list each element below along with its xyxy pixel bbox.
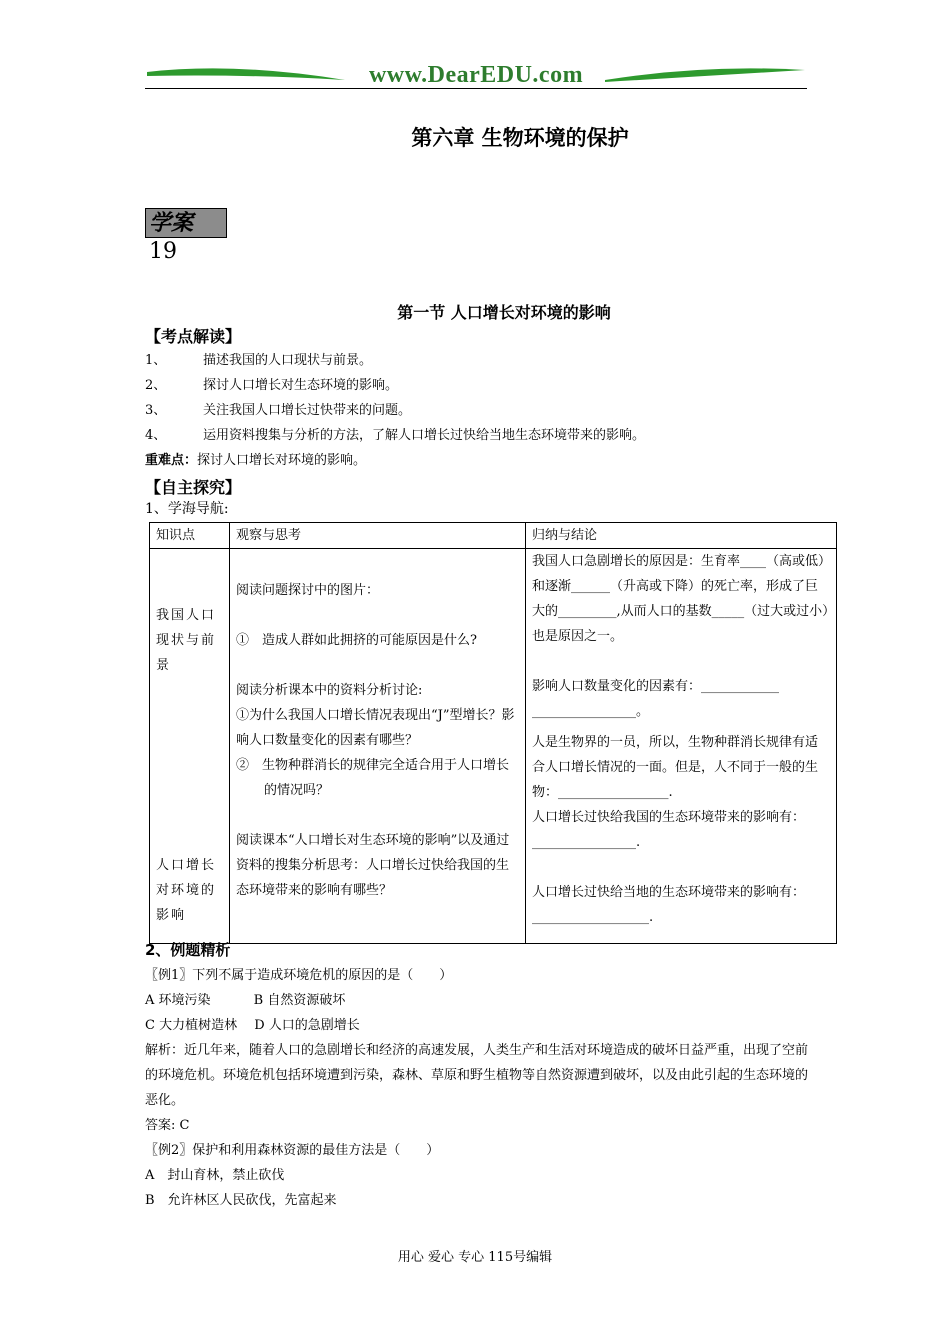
topic-2: 人口增长对环境的影响 xyxy=(156,858,217,923)
xuean-label: 学案 xyxy=(149,210,194,236)
conclude-text: 人口增长过快给我国的生态环境带来的影响有：________________. xyxy=(532,810,806,850)
conclude-cell xyxy=(526,549,837,944)
conclude-text: 影响人口数量变化的因素有：____________ ________________。 xyxy=(532,679,780,719)
topic-1: 我国人口现状与前景 xyxy=(156,608,217,673)
nav-title: 1、学海导航: xyxy=(145,501,229,517)
list-item: 4、 运用资料搜集与分析的方法，了解人口增长过快给当地生态环境带来的影响。 xyxy=(145,428,646,443)
topic-cell xyxy=(150,549,230,944)
observe-text: ①为什么我国人口增长情况表现出“J”型增长？影响人口数量变化的因素有哪些？ xyxy=(236,708,515,748)
chapter-title: 第六章 生物环境的保护 xyxy=(411,125,629,150)
study-table xyxy=(149,522,837,944)
list-item: 1、 描述我国的人口现状与前景。 xyxy=(145,353,373,368)
observe-text: 阅读问题探讨中的图片： xyxy=(236,583,380,598)
example-1-options-ab: A 环境污染 B 自然资源破坏 xyxy=(145,993,346,1008)
key-label: 重难点： xyxy=(145,453,198,468)
xuean-badge xyxy=(145,208,227,264)
observe-text: ② 生物种群消长的规律完全适合用于人口增长的情况吗？ xyxy=(236,758,510,798)
kaodian-heading: 【考点解读】 xyxy=(145,327,242,346)
kaodian-list xyxy=(145,348,845,473)
zizhu-heading: 【自主探究】 xyxy=(145,478,242,497)
conclude-text: 我国人口急剧增长的原因是：生育率____（高或低）和逐渐______（升高或下降）的死亡率，形成了巨大的_________,从而人口的基数_____（过大或过小）也是原因之一。 xyxy=(532,554,829,644)
example-1-question: 〖例1〗下列不属于造成环境危机的原因的是（ ） xyxy=(145,968,453,983)
table-row xyxy=(150,549,837,944)
conclude-text: 人是生物界的一员，所以，生物种群消长规律有适合人口增长情况的一面。但是，人不同于一般的生物：_________________. xyxy=(532,735,819,800)
example-1-options-cd: C 大力植树造林 D 人口的急剧增长 xyxy=(145,1018,360,1033)
examples-heading: 2、例题精析 xyxy=(145,941,231,959)
logo-text: www.DearEDU.com xyxy=(368,62,584,88)
section-title: 第一节 人口增长对环境的影响 xyxy=(397,303,611,322)
header-rule xyxy=(145,88,807,89)
conclude-text: 人口增长过快给当地的生态环境带来的影响有：__________________. xyxy=(532,885,806,925)
example-1-analysis: 解析：近几年来，随着人口的急剧增长和经济的高速发展，人类生产和生活对环境造成的破坏日益严重，出现了空前的环境危机。环境危机包括环境遭到污染，森林、草原和野生植物等自然资源遭到破坏，以及由此引起的生态环境的恶化。 xyxy=(145,1043,809,1108)
observe-text: 阅读分析课本中的资料分析讨论: xyxy=(236,683,423,698)
table-header-row xyxy=(150,523,837,549)
key-point: 重难点：探讨人口增长对环境的影响。 xyxy=(145,453,367,468)
list-item: 2、 探讨人口增长对生态环境的影响。 xyxy=(145,378,399,393)
page-footer: 用心 爱心 专心 115号编辑 xyxy=(397,1250,553,1265)
example-1-answer: 答案: C xyxy=(145,1118,190,1133)
example-2-question: 〖例2〗保护和利用森林资源的最佳方法是（ ） xyxy=(145,1143,440,1158)
table-header: 归纳与结论 xyxy=(526,523,837,549)
xuean-number: 19 xyxy=(149,239,177,264)
list-item: 3、 关注我国人口增长过快带来的问题。 xyxy=(145,403,412,418)
observe-text: ① 造成人群如此拥挤的可能原因是什么? xyxy=(236,633,477,648)
examples-section xyxy=(145,938,815,1213)
table-header: 观察与思考 xyxy=(230,523,526,549)
example-2-option-b: B 允许林区人民砍伐，先富起来 xyxy=(145,1193,337,1208)
observe-text: 阅读课本“人口增长对生态环境的影响”以及通过资料的搜集分析思考：人口增长过快给我国的生态环境带来的影响有哪些？ xyxy=(236,833,510,898)
table-header: 知识点 xyxy=(150,523,230,549)
example-2-option-a: A 封山育林，禁止砍伐 xyxy=(145,1168,285,1183)
observe-cell xyxy=(230,549,526,944)
